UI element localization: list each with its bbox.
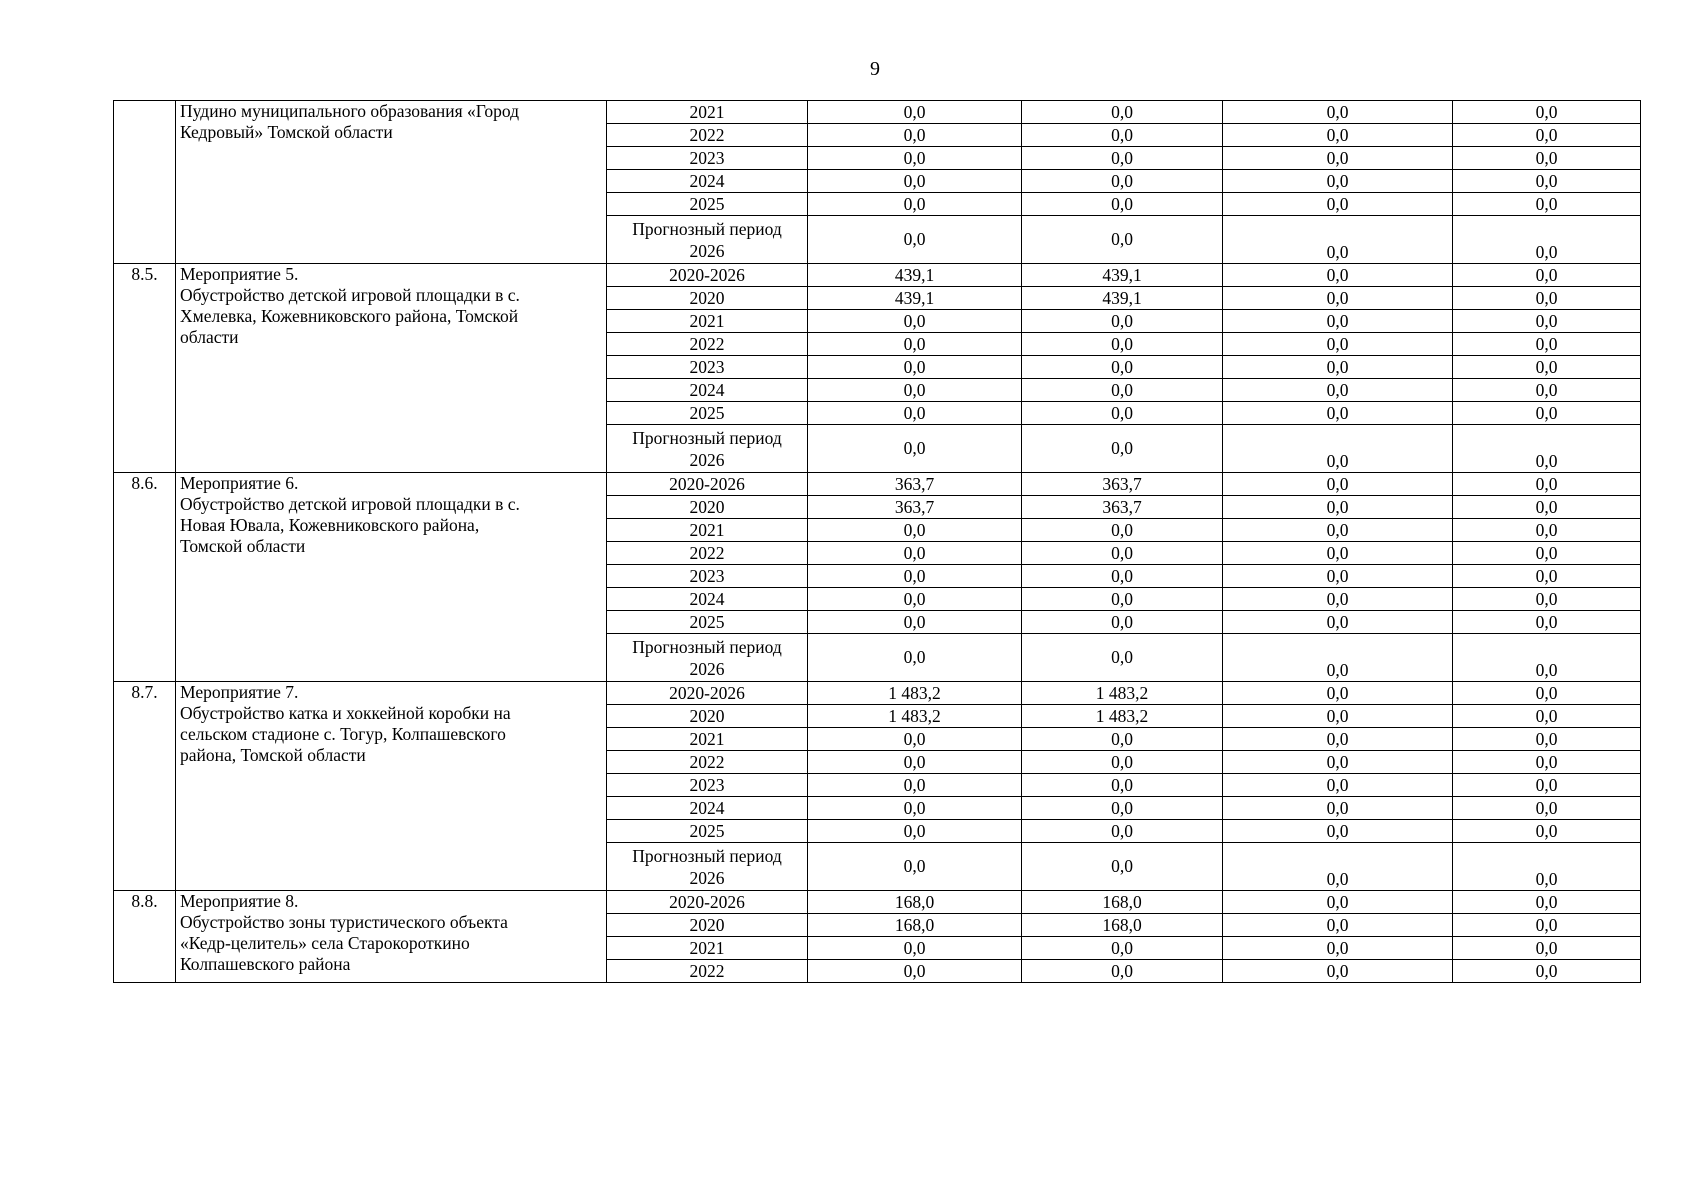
value-cell-2: 363,7 [1022,473,1223,496]
forecast-year: 2026 [689,867,725,888]
value-cell-4: 0,0 [1453,797,1641,820]
value-cell-3: 0,0 [1223,333,1453,356]
value-cell-3: 0,0 [1223,101,1453,124]
forecast-year-cell [607,843,808,891]
year-cell: 2021 [607,728,808,751]
forecast-value-cell-2: 0,0 [1022,634,1223,682]
item-name-line: Хмелевка, Кожевниковского района, Томской [180,306,519,326]
value-cell-1: 0,0 [808,402,1022,425]
value-cell-4: 0,0 [1453,937,1641,960]
item-name [176,682,607,891]
value-cell-1: 0,0 [808,820,1022,843]
value-cell-2: 0,0 [1022,170,1223,193]
year-cell: 2024 [607,170,808,193]
value-cell-2: 0,0 [1022,402,1223,425]
item-name-line: Обустройство зоны туристического объекта [180,912,508,932]
forecast-value-cell-3: 0,0 [1223,425,1453,473]
value-cell-4: 0,0 [1453,402,1641,425]
year-cell: 2021 [607,519,808,542]
value-cell-1: 0,0 [808,542,1022,565]
item-number: 8.8. [114,891,176,983]
value-cell-2: 0,0 [1022,611,1223,634]
value-cell-1: 0,0 [808,565,1022,588]
year-cell: 2022 [607,751,808,774]
item-name-line: Пудино муниципального образования «Город [180,101,519,121]
value-cell-4: 0,0 [1453,705,1641,728]
value-cell-1: 0,0 [808,774,1022,797]
budget-table [113,100,1641,983]
item-number: 8.7. [114,682,176,891]
forecast-value-cell-4: 0,0 [1453,843,1641,891]
value-cell-4: 0,0 [1453,565,1641,588]
value-cell-3: 0,0 [1223,565,1453,588]
value-cell-1: 1 483,2 [808,682,1022,705]
value-cell-4: 0,0 [1453,891,1641,914]
forecast-value-cell-2: 0,0 [1022,216,1223,264]
value-cell-3: 0,0 [1223,379,1453,402]
value-cell-3: 0,0 [1223,937,1453,960]
forecast-value-cell-1: 0,0 [808,843,1022,891]
item-name-line: Мероприятие 7. [180,682,299,702]
value-cell-3: 0,0 [1223,402,1453,425]
forecast-label: Прогнозный период [632,845,782,866]
forecast-year-cell [607,634,808,682]
forecast-value-cell-3: 0,0 [1223,843,1453,891]
value-cell-2: 0,0 [1022,960,1223,983]
forecast-year: 2026 [689,240,725,261]
item-name [176,891,607,983]
value-cell-2: 0,0 [1022,588,1223,611]
page-number: 9 [870,58,880,80]
value-cell-1: 0,0 [808,101,1022,124]
year-cell: 2020 [607,287,808,310]
year-cell: 2023 [607,774,808,797]
value-cell-4: 0,0 [1453,356,1641,379]
value-cell-4: 0,0 [1453,473,1641,496]
year-cell: 2025 [607,611,808,634]
year-cell: 2023 [607,565,808,588]
item-number [114,101,176,264]
value-cell-3: 0,0 [1223,147,1453,170]
value-cell-4: 0,0 [1453,496,1641,519]
forecast-value-cell-2: 0,0 [1022,843,1223,891]
value-cell-2: 439,1 [1022,264,1223,287]
value-cell-4: 0,0 [1453,914,1641,937]
year-cell: 2020-2026 [607,682,808,705]
item-name [176,264,607,473]
value-cell-3: 0,0 [1223,356,1453,379]
forecast-year: 2026 [689,658,725,679]
forecast-value-cell-2: 0,0 [1022,425,1223,473]
forecast-year-cell [607,216,808,264]
value-cell-4: 0,0 [1453,124,1641,147]
value-cell-2: 0,0 [1022,519,1223,542]
item-number: 8.6. [114,473,176,682]
year-cell: 2021 [607,937,808,960]
value-cell-1: 1 483,2 [808,705,1022,728]
value-cell-1: 0,0 [808,193,1022,216]
item-name-line: «Кедр-целитель» села Старокороткино [180,933,470,953]
value-cell-4: 0,0 [1453,101,1641,124]
forecast-label: Прогнозный период [632,636,782,657]
value-cell-4: 0,0 [1453,751,1641,774]
forecast-label: Прогнозный период [632,218,782,239]
forecast-value-cell-4: 0,0 [1453,634,1641,682]
value-cell-1: 0,0 [808,588,1022,611]
value-cell-2: 0,0 [1022,542,1223,565]
forecast-value-cell-1: 0,0 [808,634,1022,682]
value-cell-4: 0,0 [1453,682,1641,705]
value-cell-2: 0,0 [1022,797,1223,820]
forecast-value-cell-4: 0,0 [1453,216,1641,264]
value-cell-3: 0,0 [1223,705,1453,728]
value-cell-1: 0,0 [808,124,1022,147]
value-cell-2: 0,0 [1022,101,1223,124]
value-cell-1: 0,0 [808,379,1022,402]
value-cell-1: 0,0 [808,797,1022,820]
value-cell-1: 168,0 [808,891,1022,914]
forecast-label: Прогнозный период [632,427,782,448]
value-cell-1: 363,7 [808,496,1022,519]
item-name-line: Обустройство катка и хоккейной коробки на [180,703,511,723]
value-cell-4: 0,0 [1453,960,1641,983]
year-cell: 2022 [607,124,808,147]
year-cell: 2021 [607,310,808,333]
year-cell: 2025 [607,193,808,216]
item-name [176,473,607,682]
value-cell-4: 0,0 [1453,611,1641,634]
value-cell-4: 0,0 [1453,820,1641,843]
forecast-value-cell-4: 0,0 [1453,425,1641,473]
value-cell-1: 0,0 [808,960,1022,983]
value-cell-2: 0,0 [1022,124,1223,147]
value-cell-1: 0,0 [808,751,1022,774]
value-cell-1: 0,0 [808,333,1022,356]
value-cell-2: 439,1 [1022,287,1223,310]
year-cell: 2020-2026 [607,473,808,496]
year-cell: 2020-2026 [607,891,808,914]
value-cell-4: 0,0 [1453,379,1641,402]
value-cell-1: 0,0 [808,611,1022,634]
item-name-line: Мероприятие 5. [180,264,299,284]
forecast-value-cell-3: 0,0 [1223,216,1453,264]
value-cell-2: 363,7 [1022,496,1223,519]
item-name-line: Мероприятие 6. [180,473,299,493]
value-cell-1: 0,0 [808,728,1022,751]
value-cell-3: 0,0 [1223,960,1453,983]
value-cell-3: 0,0 [1223,682,1453,705]
item-number: 8.5. [114,264,176,473]
value-cell-1: 0,0 [808,310,1022,333]
value-cell-2: 0,0 [1022,774,1223,797]
value-cell-3: 0,0 [1223,914,1453,937]
year-cell: 2022 [607,333,808,356]
value-cell-2: 0,0 [1022,937,1223,960]
year-cell: 2024 [607,797,808,820]
value-cell-4: 0,0 [1453,774,1641,797]
value-cell-4: 0,0 [1453,588,1641,611]
item-name-line: Обустройство детской игровой площадки в с. [180,285,520,305]
item-name-line: Колпашевского района [180,954,351,974]
value-cell-2: 0,0 [1022,728,1223,751]
item-name [176,101,607,264]
table-row [114,101,1641,124]
year-cell: 2020-2026 [607,264,808,287]
year-cell: 2024 [607,588,808,611]
value-cell-2: 0,0 [1022,356,1223,379]
item-name-line: района, Томской области [180,745,366,765]
value-cell-2: 168,0 [1022,914,1223,937]
item-name-line: Мероприятие 8. [180,891,299,911]
year-cell: 2025 [607,402,808,425]
table-row [114,264,1641,287]
value-cell-2: 0,0 [1022,333,1223,356]
value-cell-4: 0,0 [1453,193,1641,216]
value-cell-1: 439,1 [808,287,1022,310]
item-name-line: Новая Ювала, Кожевниковского района, [180,515,480,535]
year-cell: 2020 [607,496,808,519]
forecast-value-cell-1: 0,0 [808,216,1022,264]
item-name-line: Томской области [180,536,306,556]
year-cell: 2021 [607,101,808,124]
table-row [114,473,1641,496]
value-cell-1: 0,0 [808,519,1022,542]
value-cell-3: 0,0 [1223,797,1453,820]
value-cell-2: 0,0 [1022,147,1223,170]
value-cell-2: 0,0 [1022,193,1223,216]
year-cell: 2024 [607,379,808,402]
year-cell: 2020 [607,914,808,937]
value-cell-3: 0,0 [1223,751,1453,774]
year-cell: 2022 [607,542,808,565]
forecast-year: 2026 [689,449,725,470]
value-cell-4: 0,0 [1453,264,1641,287]
value-cell-1: 0,0 [808,356,1022,379]
year-cell: 2023 [607,147,808,170]
value-cell-1: 363,7 [808,473,1022,496]
value-cell-3: 0,0 [1223,519,1453,542]
value-cell-3: 0,0 [1223,542,1453,565]
table-row [114,891,1641,914]
item-name-line: области [180,327,239,347]
value-cell-3: 0,0 [1223,891,1453,914]
value-cell-3: 0,0 [1223,473,1453,496]
value-cell-3: 0,0 [1223,170,1453,193]
value-cell-3: 0,0 [1223,588,1453,611]
value-cell-2: 0,0 [1022,565,1223,588]
item-name-line: Обустройство детской игровой площадки в с. [180,494,520,514]
value-cell-2: 0,0 [1022,820,1223,843]
value-cell-2: 1 483,2 [1022,705,1223,728]
value-cell-3: 0,0 [1223,728,1453,751]
year-cell: 2025 [607,820,808,843]
value-cell-3: 0,0 [1223,124,1453,147]
value-cell-2: 1 483,2 [1022,682,1223,705]
value-cell-3: 0,0 [1223,611,1453,634]
forecast-value-cell-3: 0,0 [1223,634,1453,682]
value-cell-3: 0,0 [1223,287,1453,310]
value-cell-3: 0,0 [1223,310,1453,333]
value-cell-2: 0,0 [1022,310,1223,333]
forecast-value-cell-1: 0,0 [808,425,1022,473]
value-cell-1: 0,0 [808,147,1022,170]
value-cell-4: 0,0 [1453,333,1641,356]
value-cell-4: 0,0 [1453,519,1641,542]
item-name-line: Кедровый» Томской области [180,122,393,142]
value-cell-3: 0,0 [1223,264,1453,287]
value-cell-3: 0,0 [1223,820,1453,843]
year-cell: 2020 [607,705,808,728]
value-cell-4: 0,0 [1453,310,1641,333]
value-cell-2: 0,0 [1022,751,1223,774]
value-cell-1: 439,1 [808,264,1022,287]
value-cell-4: 0,0 [1453,287,1641,310]
value-cell-2: 168,0 [1022,891,1223,914]
item-name-line: сельском стадионе с. Тогур, Колпашевского [180,724,506,744]
value-cell-1: 0,0 [808,937,1022,960]
value-cell-1: 0,0 [808,170,1022,193]
value-cell-4: 0,0 [1453,147,1641,170]
value-cell-4: 0,0 [1453,728,1641,751]
year-cell: 2023 [607,356,808,379]
table-row [114,682,1641,705]
value-cell-3: 0,0 [1223,193,1453,216]
value-cell-2: 0,0 [1022,379,1223,402]
value-cell-3: 0,0 [1223,496,1453,519]
forecast-year-cell [607,425,808,473]
value-cell-4: 0,0 [1453,542,1641,565]
value-cell-4: 0,0 [1453,170,1641,193]
value-cell-1: 168,0 [808,914,1022,937]
year-cell: 2022 [607,960,808,983]
value-cell-3: 0,0 [1223,774,1453,797]
